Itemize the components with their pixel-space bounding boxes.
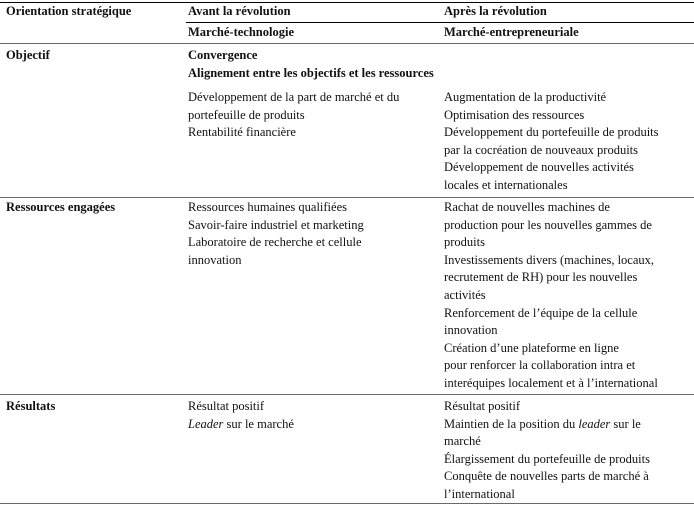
results-before-line: Résultat positif [188, 399, 265, 413]
objective-before-cell [188, 89, 399, 142]
leader-rest: sur le marché [223, 416, 294, 431]
column-subheader-after: Marché-entrepreneuriale [444, 25, 579, 39]
column-header-after: Après la révolution [444, 4, 547, 18]
resources-after-line: pour renforcer la collaboration intra et [444, 358, 636, 373]
column-header-before: Avant la révolution [188, 4, 291, 18]
objective-before-line: Rentabilité financière [188, 125, 296, 140]
objective-before-line: portefeuille de produits [188, 107, 305, 122]
resources-before-line: Savoir-faire industriel et marketing [188, 217, 364, 232]
column-header-strategic-orientation: Orientation stratégique [6, 4, 132, 18]
results-after-line: marché [444, 434, 481, 449]
objective-after-line: par la cocréation de nouveaux produits [444, 142, 639, 157]
resources-after-line: innovation [444, 323, 498, 338]
objective-bottom-rule [0, 197, 694, 198]
objective-before-line: Développement de la part de marché et du [188, 90, 400, 104]
objective-after-line: locales et internationales [444, 177, 568, 192]
results-after-cell [444, 398, 650, 504]
resources-after-line: Renforcement de l’équipe de la cellule [444, 305, 638, 320]
resources-after-line: Investissements divers (machines, locaux, [444, 252, 655, 267]
results-before-cell [188, 398, 294, 433]
objective-shared-line: Alignement entre les objectifs et les ressources [188, 65, 434, 80]
column-subheader-before: Marché-technologie [188, 25, 294, 39]
results-after-line: Élargissement du portefeuille de produits [444, 451, 650, 466]
subheader-rule [186, 22, 694, 23]
results-before-leader-line [188, 416, 294, 434]
header-bottom-rule [0, 43, 694, 44]
objective-shared-cell [188, 47, 434, 82]
objective-after-line: Développement du portefeuille de produits [444, 125, 659, 140]
resources-before-cell [188, 199, 364, 269]
results-after-maintain-line [444, 416, 650, 434]
objective-shared-line: Convergence [188, 48, 258, 62]
resources-bottom-rule [0, 394, 694, 395]
objective-after-cell [444, 89, 659, 195]
resources-after-line: produits [444, 235, 485, 250]
leader-word: Leader [188, 416, 224, 431]
results-after-line: l’international [444, 486, 515, 501]
resources-after-cell [444, 199, 658, 393]
resources-before-line: innovation [188, 252, 242, 267]
results-after-line: Résultat positif [444, 399, 521, 413]
resources-before-line: Laboratoire de recherche et cellule [188, 235, 362, 250]
resources-after-line: production pour les nouvelles gammes de [444, 217, 652, 232]
row-label-results: Résultats [6, 399, 56, 413]
results-after-line: Conquête de nouvelles parts de marché à [444, 469, 649, 484]
resources-before-line: Ressources humaines qualifiées [188, 200, 347, 214]
objective-after-line: Optimisation des ressources [444, 107, 585, 122]
row-label-objective: Objectif [6, 48, 50, 62]
resources-after-line: Création d’une plateforme en ligne [444, 340, 619, 355]
maintain-leader-word: leader [578, 416, 611, 431]
maintain-pre: Maintien de la position du [444, 416, 579, 431]
resources-after-line: activités [444, 287, 486, 302]
resources-after-line: Rachat de nouvelles machines de [444, 200, 610, 214]
row-label-resources: Ressources engagées [6, 200, 116, 214]
objective-after-line: Développement de nouvelles activités [444, 160, 634, 175]
resources-after-line: recrutement de RH) pour les nouvelles [444, 270, 638, 285]
objective-after-line: Augmentation de la productivité [444, 90, 607, 104]
maintain-post: sur le [610, 416, 641, 431]
resources-after-line: interéquipes localement et à l’international [444, 375, 658, 390]
